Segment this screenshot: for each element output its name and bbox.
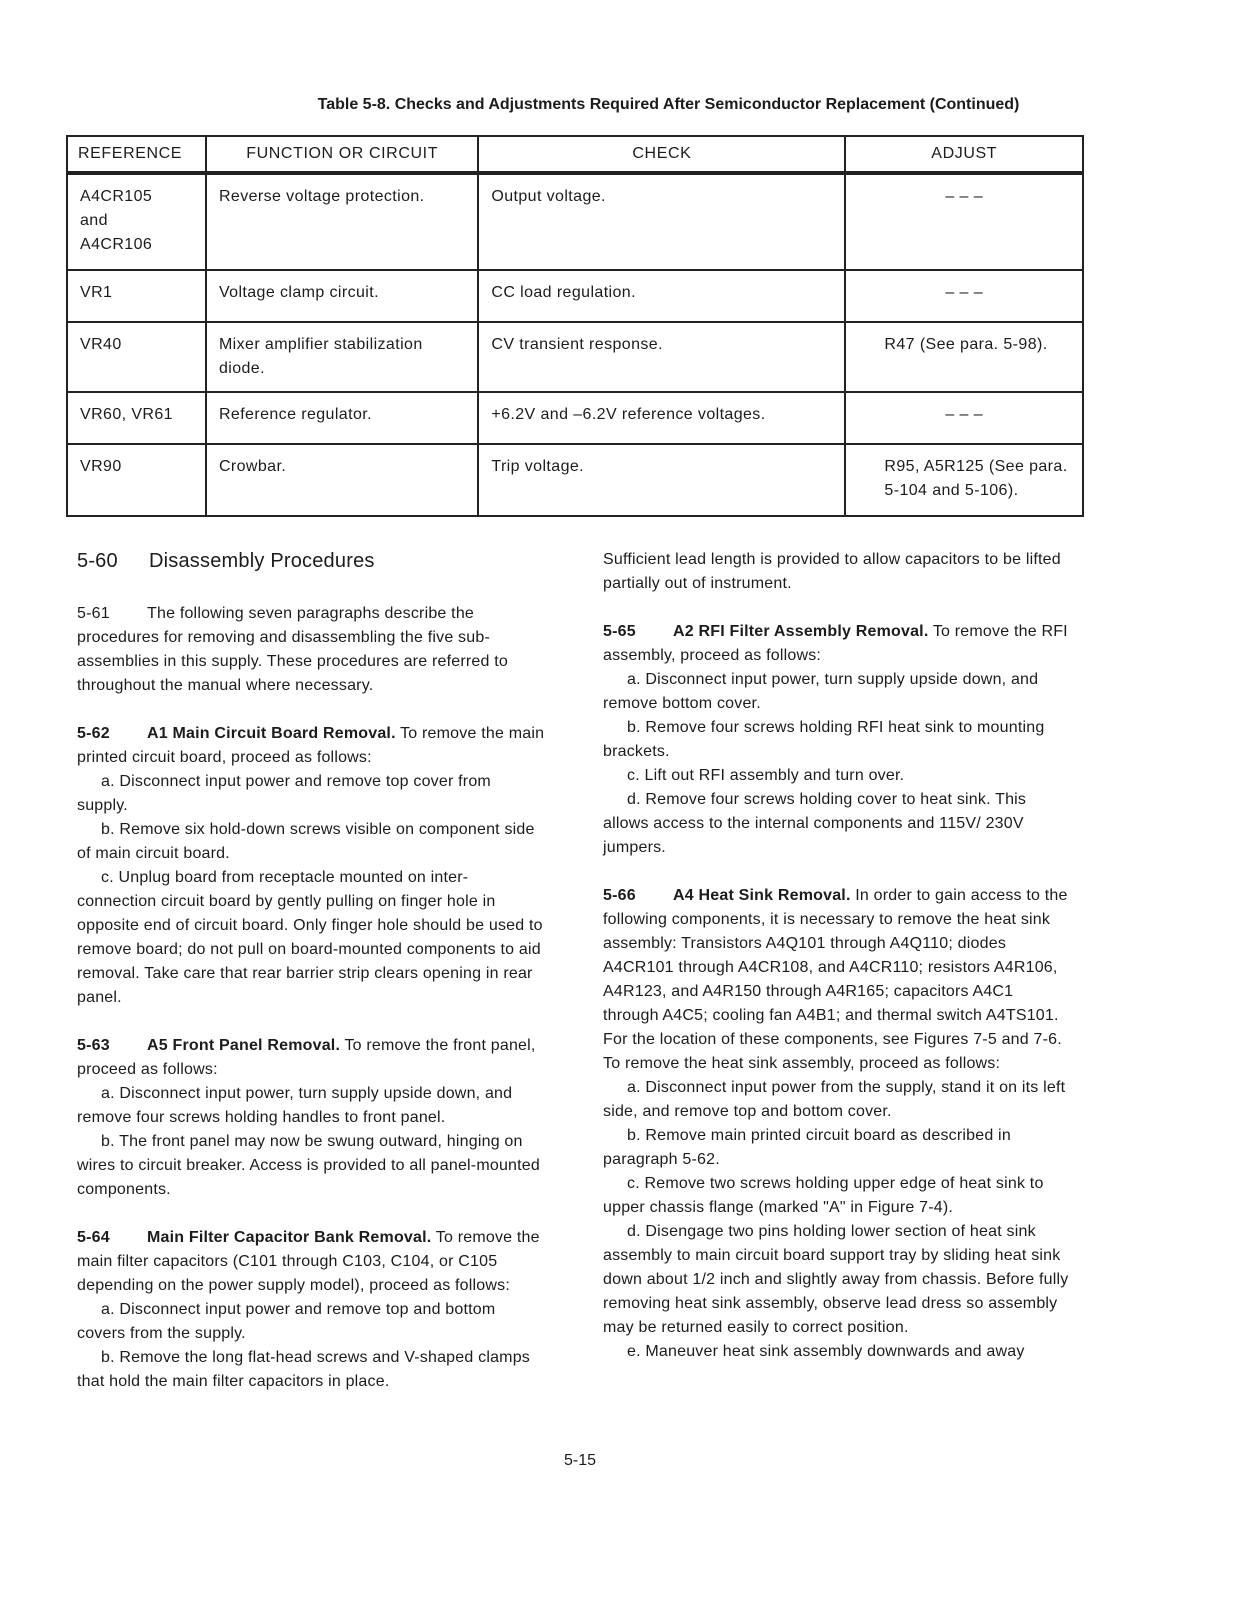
step-item: a. Disconnect input power from the supply, stand it on its left side, and remove top and bottom cover. — [603, 1079, 1066, 1120]
step-item: b. Remove six hold-down screws visible on component side of main circuit board. — [77, 821, 535, 862]
step-item: c. Lift out RFI assembly and turn over. — [627, 767, 905, 784]
cell-adjust: – – – — [845, 173, 1083, 270]
table-row — [67, 392, 1083, 444]
col-header-check: CHECK — [478, 136, 845, 173]
cell-function: Reverse voltage protection. — [206, 173, 478, 270]
step-item: a. Disconnect input power and remove top cover from supply. — [77, 773, 491, 814]
paragraph-number: 5-65 — [603, 623, 636, 640]
paragraph-5-62 — [77, 722, 545, 1010]
page-number: 5-15 — [563, 1452, 597, 1469]
right-column — [603, 548, 1073, 1388]
paragraph-number: 5-62 — [77, 725, 110, 742]
step-item: b. Remove four screws holding RFI heat sink to mounting brackets. — [603, 719, 1045, 760]
cell-adjust: R47 (See para. 5-98). — [845, 322, 1083, 392]
cell-reference: VR90 — [67, 444, 206, 516]
table-row — [67, 444, 1083, 516]
step-item: d. Remove four screws holding cover to heat sink. This allows access to the internal components and 115V/ 230V jumpers. — [603, 791, 1027, 856]
cell-reference: VR40 — [67, 322, 206, 392]
paragraph-heading: A1 Main Circuit Board Removal. — [147, 725, 396, 742]
cell-adjust: – – – — [845, 392, 1083, 444]
continued-text: Sufficient lead length is provided to allow capacitors to be lifted partially out of instrument. — [603, 551, 1061, 592]
step-item: c. Unplug board from receptacle mounted on inter-connection circuit board by gently pulling on finger hole in opposite end of circuit board. Only finger hole should be used to remove board; do not pull on board-mounted components to aid removal. Take care that rear barrier strip clears opening in rear panel. — [77, 869, 543, 1006]
col-header-adjust: ADJUST — [845, 136, 1083, 173]
step-item: a. Disconnect input power and remove top and bottom covers from the supply. — [77, 1301, 496, 1342]
cell-function: Reference regulator. — [206, 392, 478, 444]
cell-adjust: – – – — [845, 270, 1083, 322]
step-item: d. Disengage two pins holding lower section of heat sink assembly to main circuit board support tray by sliding heat sink down about 1/2 inch and slightly away from chassis. Before fully removing heat sink assembly, observe lead dress so assembly may be returned easily to correct position. — [603, 1223, 1069, 1336]
col-header-function: FUNCTION OR CIRCUIT — [206, 136, 478, 173]
cell-check: Trip voltage. — [478, 444, 845, 516]
cell-check: CV transient response. — [478, 322, 845, 392]
section-title-text: Disassembly Procedures — [149, 550, 375, 572]
cell-reference: VR60, VR61 — [67, 392, 206, 444]
table-row — [67, 173, 1083, 270]
cell-function: Voltage clamp circuit. — [206, 270, 478, 322]
step-item: e. Maneuver heat sink assembly downwards and away — [627, 1343, 1025, 1360]
cell-reference: VR1 — [67, 270, 206, 322]
step-item: c. Remove two screws holding upper edge of heat sink to upper chassis flange (marked "A" in Figure 7-4). — [603, 1175, 1044, 1216]
paragraph-text: To remove the RFI assembly, proceed as follows: — [603, 623, 1068, 664]
paragraph-5-65 — [603, 620, 1073, 860]
step-item: a. Disconnect input power, turn supply upside down, and remove four screws holding handles to front panel. — [77, 1085, 513, 1126]
paragraph-heading: A5 Front Panel Removal. — [147, 1037, 341, 1054]
paragraph-number: 5-63 — [77, 1037, 110, 1054]
paragraph-5-64 — [77, 1226, 545, 1394]
paragraph-heading: Main Filter Capacitor Bank Removal. — [147, 1229, 432, 1246]
paragraph-heading: A4 Heat Sink Removal. — [673, 887, 851, 904]
step-item: b. The front panel may now be swung outward, hinging on wires to circuit breaker. Access is provided to all panel-mounted components. — [77, 1133, 540, 1198]
step-item: a. Disconnect input power, turn supply upside down, and remove bottom cover. — [603, 671, 1039, 712]
cell-check: CC load regulation. — [478, 270, 845, 322]
cell-check: Output voltage. — [478, 173, 845, 270]
col-header-reference: REFERENCE — [67, 136, 206, 173]
paragraph-5-61 — [77, 602, 545, 698]
cell-function: Mixer amplifier stabilization diode. — [206, 322, 478, 392]
paragraph-number: 5-61 — [77, 605, 110, 622]
paragraph-text: The following seven paragraphs describe the procedures for removing and disassembling the five sub-assemblies in this supply. These procedures are referred to throughout the manual where necessary. — [77, 605, 508, 694]
cell-check: +6.2V and –6.2V reference voltages. — [478, 392, 845, 444]
paragraph-text: To remove the main filter capacitors (C101 through C103, C104, or C105 depending on the power supply model), proceed as follows: — [77, 1229, 540, 1294]
cell-function: Crowbar. — [206, 444, 478, 516]
table-row — [67, 270, 1083, 322]
paragraph-5-63 — [77, 1034, 545, 1202]
paragraph-number: 5-64 — [77, 1229, 110, 1246]
step-item: b. Remove main printed circuit board as described in paragraph 5-62. — [603, 1127, 1011, 1168]
paragraph-number: 5-66 — [603, 887, 636, 904]
paragraph-text: To remove the main printed circuit board, proceed as follows: — [77, 725, 545, 766]
table-caption: Table 5-8. Checks and Adjustments Required After Semiconductor Replacement (Continued) — [317, 96, 1020, 113]
cell-reference: A4CR105 and A4CR106 — [67, 173, 206, 270]
section-title — [77, 548, 545, 574]
table-row — [67, 322, 1083, 392]
cell-adjust: R95, A5R125 (See para. 5-104 and 5-106). — [845, 444, 1083, 516]
checks-adjustments-table — [66, 135, 1084, 517]
section-number: 5-60 — [77, 550, 118, 572]
table-header-row — [67, 136, 1083, 173]
left-column — [77, 548, 545, 1418]
paragraph-heading: A2 RFI Filter Assembly Removal. — [673, 623, 929, 640]
paragraph-5-66 — [603, 884, 1073, 1364]
paragraph-text: To remove the front panel, proceed as follows: — [77, 1037, 536, 1078]
step-item: b. Remove the long flat-head screws and V-shaped clamps that hold the main filter capacitors in place. — [77, 1349, 531, 1390]
paragraph-text: In order to gain access to the following components, it is necessary to remove the heat sink assembly: Transistors A4Q101 through A4Q110; diodes A4CR101 through A4CR108, and A4CR110; resistors A4R106, A4R123, and A4R150 through A4R165; capacitors A4C1 through A4C5; cooling fan A4B1; and thermal switch A4TS101. For the location of these components, see Figures 7-5 and 7-6. To remove the heat sink assembly, proceed as follows: — [603, 887, 1068, 1072]
